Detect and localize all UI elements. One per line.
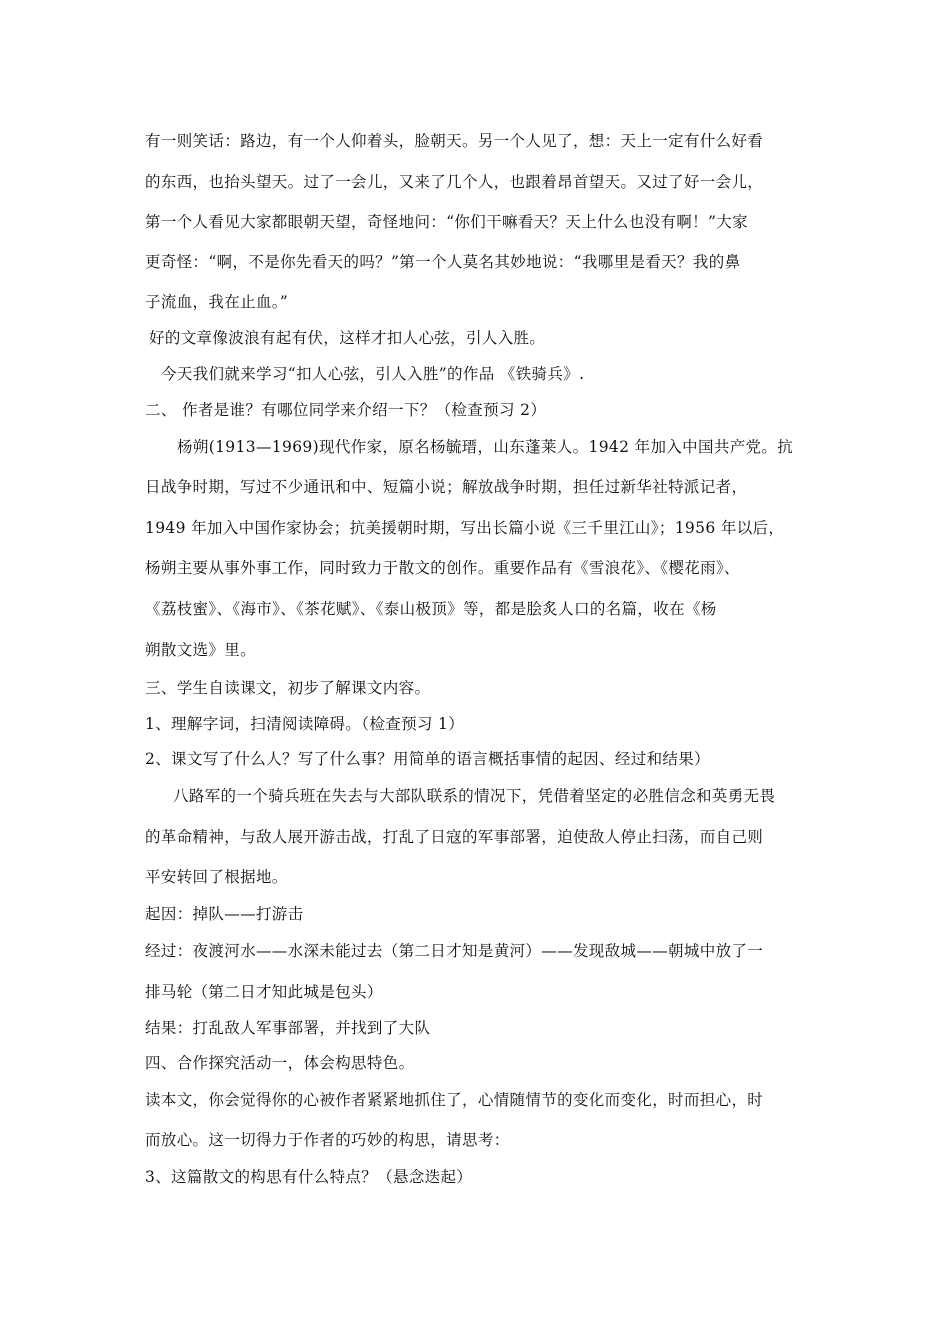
text-line: 第一个人看见大家都眼朝天望，奇怪地问：“你们干嘛看天？天上什么也没有啊！”大家 (145, 213, 749, 231)
text-line: 八路军的一个骑兵班在失去与大部队联系的情况下，凭借着坚定的必胜信念和英勇无畏 (173, 787, 776, 805)
text-line: 日战争时期，写过不少通讯和中、短篇小说；解放战争时期，担任过新华社特派记者， (145, 478, 748, 496)
text-line: 2、课文写了什么人？写了什么事？用简单的语言概括事情的起因、经过和结果） (145, 750, 710, 768)
text-line: 杨朔主要从事外事工作，同时致力于散文的创作。重要作品有《雪浪花》、《樱花雨》、 (145, 559, 740, 577)
text-line: 经过：夜渡河水——水深未能过去（第二日才知是黄河）——发现敌城——朝城中放了一 (145, 942, 764, 960)
section-heading: 四、合作探究活动一，体会构思特色。 (145, 1054, 415, 1072)
text-line: 朔散文选》里。 (145, 641, 256, 659)
section-heading: 三、学生自读课文，初步了解课文内容。 (145, 679, 431, 697)
text-line: 平安转回了根据地。 (145, 868, 288, 886)
text-line: 子流血，我在止血。” (145, 293, 289, 311)
text-line: 今天我们就来学习“扣人心弦，引人入胜”的作品 《铁骑兵》. (161, 365, 585, 383)
text-line: 而放心。这一切得力于作者的巧妙的构思，请思考： (145, 1131, 510, 1149)
text-line: 的革命精神，与敌人展开游击战，打乱了日寇的军事部署，迫使敌人停止扫荡，而自己则 (145, 828, 764, 846)
text-line: 的东西，也抬头望天。过了一会儿，又来了几个人，也跟着昂首望天。又过了好一会儿， (145, 173, 764, 191)
text-line: 起因：掉队——打游击 (145, 905, 304, 923)
text-line: 好的文章像波浪有起有伏，这样才扣人心弦，引人入胜。 (149, 329, 546, 347)
section-heading: 二、 作者是谁？有哪位同学来介绍一下？（检查预习 2） (145, 401, 547, 419)
text-line: 读本文，你会觉得你的心被作者紧紧地抓住了，心情随情节的变化而变化，时而担心，时 (145, 1091, 764, 1109)
text-line: 1、理解字词，扫清阅读障碍。（检查预习 1） (145, 715, 465, 733)
text-line: 排马轮（第二日才知此城是包头） (145, 983, 383, 1001)
text-line: 更奇怪：“啊，不是你先看天的吗？”第一个人莫名其妙地说：“我哪里是看天？我的鼻 (145, 253, 741, 271)
text-line: 3、这篇散文的构思有什么特点？（悬念迭起） (145, 1168, 473, 1186)
text-line: 杨朔(1913—1969)现代作家，原名杨毓瑨，山东蓬莱人。1942 年加入中国共产党。抗 (177, 438, 794, 456)
text-line: 《荔枝蜜》、《海市》、《茶花赋》、《泰山极顶》等，都是脍炙人口的名篇，收在《杨 (145, 600, 717, 618)
text-line: 结果：打乱敌人军事部署，并找到了大队 (145, 1019, 431, 1037)
text-line: 1949 年加入中国作家协会；抗美援朝时期，写出长篇小说《三千里江山》；1956 年以后， (145, 519, 785, 537)
text-line: 有一则笑话：路边，有一个人仰着头，脸朝天。另一个人见了，想：天上一定有什么好看 (145, 132, 764, 150)
